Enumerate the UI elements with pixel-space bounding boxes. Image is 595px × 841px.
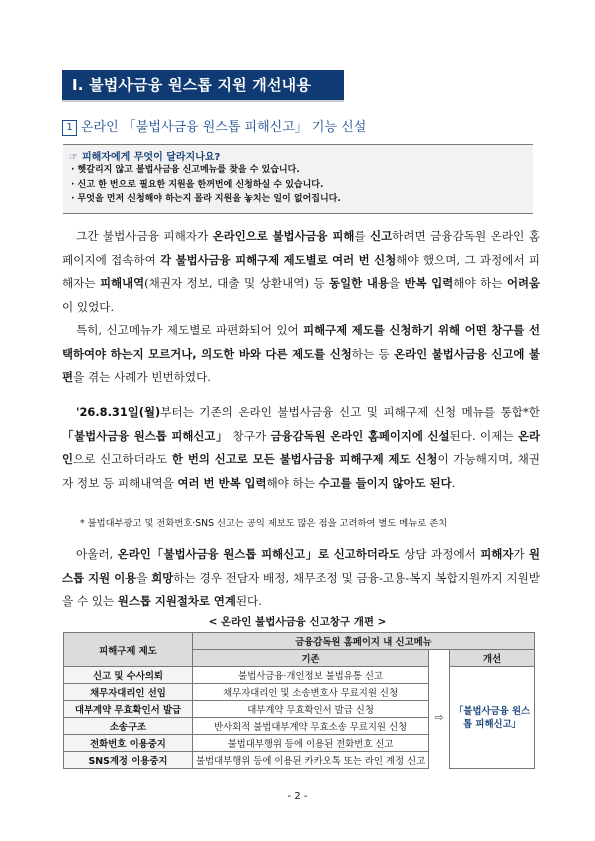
- emphasis: 어려움: [506, 276, 540, 290]
- relief-name: SNS계정 이용중지: [64, 752, 193, 769]
- page-number: - 2 -: [287, 791, 308, 802]
- spacer-cell: [429, 650, 450, 667]
- callout-list: [71, 163, 341, 207]
- table-row: [64, 667, 535, 684]
- paragraph-onestop-link: [62, 543, 540, 614]
- existing-menu: 반사회적 불법대부계약 무효소송 무료지원 신청: [192, 718, 428, 735]
- relief-name: 대부계약 무효확인서 발급: [64, 701, 193, 718]
- footnote: * 불법대부광고 및 전화번호·SNS 신고는 공익 제보도 많은 점을 고려하여 별도 메뉴로 존치: [80, 518, 448, 529]
- text-run: 된다. 이제는: [449, 428, 518, 443]
- text-run: 을: [136, 570, 152, 585]
- existing-menu: 불법대부행위 등에 이용된 전화번호 신고: [192, 735, 428, 752]
- text-run: 상담 과정에서: [399, 547, 481, 561]
- text-run: 된다.: [235, 594, 262, 608]
- existing-menu: 대부계약 무효확인서 발급 신청: [192, 701, 428, 718]
- emphasis: 원스톱 지원 이용: [62, 547, 540, 585]
- emphasis: 희망: [151, 570, 174, 585]
- emphasis: 동일한 내용: [329, 276, 389, 290]
- text-run: 특히, 신고메뉴가 제도별로 파편화되어 있어: [76, 323, 304, 337]
- emphasis: 온라인「불법사금융 원스톱 피해신고」로 신고하더라도: [117, 547, 400, 561]
- text-run: 해야 하는: [266, 475, 319, 490]
- header-relief: 피해구제 제도: [64, 633, 193, 667]
- text-run: 이 있었다.: [62, 299, 115, 314]
- text-run: 아울러,: [76, 547, 118, 561]
- emphasis: 피해자: [480, 547, 514, 561]
- relief-name: 전화번호 이용중지: [64, 735, 193, 752]
- emphasis: 피해내역: [100, 276, 145, 290]
- emphasis: 여러 번 반복 입력: [177, 475, 267, 490]
- header-existing: 기존: [192, 650, 428, 667]
- section-title-text: Ⅰ. 불법사금융 원스톱 지원 개선내용: [72, 76, 312, 94]
- emphasis: 온라인 불법사금융 신고에 불편: [62, 346, 540, 384]
- table-header-row: [64, 633, 535, 650]
- header-menu: 금융감독원 홈페이지 내 신고메뉴: [192, 633, 534, 650]
- header-new: 개선: [450, 650, 535, 667]
- paragraph-new-channel: [62, 401, 540, 495]
- text-run: 하려면 금융감독원 온라인 홈페이지에 접속하여: [62, 229, 540, 267]
- existing-menu: 불법대부행위 등에 이용된 카카오톡 또는 라인 계정 신고: [192, 752, 428, 769]
- text-run: 를: [354, 229, 371, 243]
- emphasis: 「불법사금융 원스톱 피해신고」: [62, 428, 229, 443]
- text-run: .: [451, 475, 456, 490]
- callout-bullet: · 헷갈리지 않고 불법사금융 신고메뉴를 찾을 수 있습니다.: [71, 165, 300, 175]
- emphasis: 반복 입력: [404, 276, 454, 290]
- callout-question-text: 피해자에게 무엇이 달라지나요?: [81, 152, 221, 163]
- relief-name: 채무자대리인 선임: [64, 684, 193, 701]
- emphasis: 신고: [370, 229, 393, 243]
- paragraph-fragmentation: [62, 319, 540, 390]
- text-run: 해야 했으며, 그 과정에서 피해자는: [62, 252, 541, 290]
- text-run: 해야 하는: [453, 276, 507, 290]
- table-caption: < 온라인 불법사금융 신고창구 개편 >: [208, 616, 387, 628]
- text-run: 그간 불법사금융 피해자가: [76, 229, 213, 243]
- emphasis: 금융감독원 온라인 홈페이지에 신설: [270, 428, 450, 443]
- subsection-heading: [62, 116, 366, 136]
- text-run: 가: [513, 547, 529, 561]
- emphasis: 온라인으로 불법사금융 피해: [212, 229, 355, 243]
- section-title: [62, 70, 344, 102]
- emphasis: 한 번의 신고로 모든 불법사금융 피해구제 제도 신청: [171, 452, 438, 466]
- emphasis: 온라인: [62, 428, 540, 466]
- new-menu: 「불법사금융 원스톱 피해신고」: [450, 667, 535, 769]
- callout-bullet: · 무엇을 먼저 신청해야 하는지 몰라 지원을 놓치는 일이 없어집니다.: [71, 194, 341, 204]
- text-run: 을: [388, 276, 405, 290]
- emphasis: 원스톱 지원절차로 연계: [117, 594, 236, 608]
- text-run: 으로 신고하더라도: [73, 452, 172, 466]
- callout-bullet: · 신고 한 번으로 필요한 지원을 한꺼번에 신청하실 수 있습니다.: [71, 179, 324, 190]
- subsection-number: 1: [62, 120, 77, 136]
- emphasis: 피해구제 제도를 신청하기 위해 어떤 창구를 선택하여야 하는지 모르거나, 의도한 바와 다른 제도를 신청: [62, 323, 541, 361]
- text-run: 이 가능해지며, 채권자 정보 등 피해내역을: [62, 452, 541, 490]
- relief-name: 소송구조: [64, 718, 193, 735]
- emphasis: 각 불법사금융 피해구제 제도별로 여러 번 신청: [160, 252, 397, 267]
- paragraph-previous-process: [62, 225, 540, 319]
- text-run: 창구가: [228, 428, 271, 443]
- callout-question: [69, 148, 220, 163]
- text-run: 을 겪는 사례가 빈번하였다.: [73, 370, 211, 384]
- emphasis: 수고를 들이지 않아도 된다: [318, 475, 452, 490]
- existing-menu: 채무자대리인 및 소송변호사 무료지원 신청: [192, 684, 428, 701]
- relief-name: 신고 및 수사의뢰: [64, 667, 193, 684]
- text-run: (채권자 정보, 대출 및 상환내역) 등: [144, 276, 330, 290]
- channel-table: [63, 632, 535, 769]
- text-run: 하는 경우 전담자 배정, 채무조정 및 금융-고용-복지 복합지원까지 지원받을 수 있는: [62, 570, 541, 608]
- subsection-title: 온라인 「불법사금융 원스톱 피해신고」 기능 신설: [81, 120, 367, 135]
- text-run: 하는 등: [351, 346, 395, 361]
- right-arrow-icon: ⇨: [434, 711, 444, 724]
- summary-callout: [63, 144, 533, 214]
- text-run: 부터는 기존의 온라인 불법사금융 신고 및 피해구제 신청 메뉴를 통합*한: [160, 405, 540, 419]
- existing-menu: 불법사금융·개인정보 불법유통 신고: [192, 667, 428, 684]
- pointing-hand-icon: ☞: [69, 152, 78, 163]
- emphasis: '26.8.31일(월): [76, 405, 161, 419]
